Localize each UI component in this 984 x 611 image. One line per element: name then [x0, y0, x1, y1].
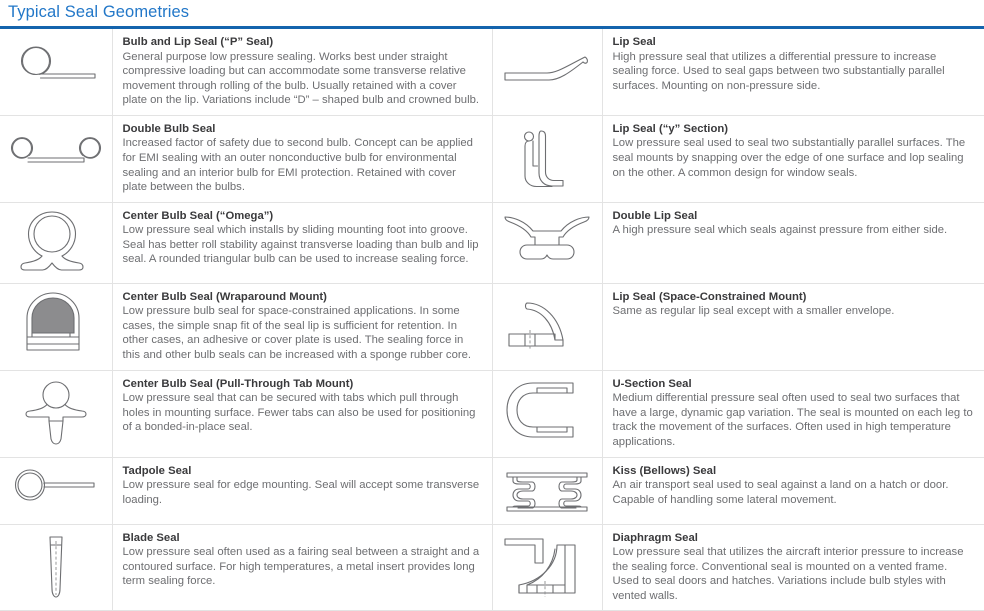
seal-description: Increased factor of safety due to second bulb. Concept can be applied for EMI sealing with an outer nonconductive bulb for environmental sealing and an interior bulb for EMI protection. Retained with cover plate between the bulbs.	[122, 137, 473, 194]
seal-description: Low pressure seal that utilizes the aircraft interior pressure to increase the sealing force. Conventional seal is mounted on a vented frame. Used to seal doors and hatches. Variations include bulb styles with vented walls.	[612, 546, 964, 602]
description-cell	[602, 202, 984, 283]
page-header	[0, 0, 984, 25]
figure-cell	[492, 524, 602, 611]
figure-cell	[492, 29, 602, 115]
seal-description: Low pressure seal for edge mounting. Seal will accept some transverse loading.	[122, 479, 480, 506]
seal-description: A high pressure seal which seals against pressure from either side.	[612, 224, 948, 237]
kiss-bellows-seal-diagram	[497, 464, 597, 520]
figure-cell	[0, 283, 112, 370]
seal-name: Blade Seal	[122, 531, 180, 544]
seal-geometries-table	[0, 29, 984, 611]
description-cell	[112, 115, 492, 202]
seal-description: Same as regular lip seal except with a smaller envelope.	[612, 305, 895, 318]
seal-name: Diaphragm Seal	[612, 531, 698, 544]
blade-seal-diagram	[6, 531, 106, 603]
seal-name: Double Lip Seal	[612, 209, 698, 222]
seal-description: Low pressure seal that can be secured with tabs which pull through holes in mounting surface. Fewer tabs can also be used for positioning of a bonded-in-place seal.	[122, 392, 476, 434]
page-title: Typical Seal Geometries	[8, 3, 190, 21]
figure-cell	[0, 115, 112, 202]
lip-seal-diagram	[497, 35, 597, 97]
tadpole-seal-diagram	[6, 464, 106, 510]
figure-cell	[0, 202, 112, 283]
lip-seal-y-section-diagram	[497, 122, 597, 194]
figure-cell	[0, 29, 112, 115]
description-cell	[602, 29, 984, 115]
table-row	[0, 202, 984, 283]
figure-cell	[492, 370, 602, 457]
seal-name: Lip Seal (“y” Section)	[612, 122, 729, 135]
diaphragm-seal-diagram	[497, 531, 597, 603]
figure-cell	[0, 457, 112, 524]
figure-cell	[0, 370, 112, 457]
table-row	[0, 115, 984, 202]
description-cell	[602, 115, 984, 202]
seal-description: Low pressure bulb seal for space-constrained applications. In some cases, the simple snap fit of the seal lip is sufficient for retention. In other cases, an adhesive or cover plate is used. The sealing force in this and other bulb seals can be increased with a sponge rubber core.	[122, 305, 472, 362]
seal-description: General purpose low pressure sealing. Works best under straight compressive loading but can accommodate some transverse relative movement through rolling of the bulb. Usually retained with a cover plate on the lip. Variations include “D” – shaped bulb and crowned bulb.	[122, 50, 479, 107]
seal-description: High pressure seal that utilizes a differential pressure to increase sealing force. Used to seal gaps between two substantially parallel surfaces. Mounting on non-pressure side.	[612, 50, 945, 92]
seal-name: Kiss (Bellows) Seal	[612, 464, 717, 477]
double-lip-seal-diagram	[497, 209, 597, 269]
figure-cell	[0, 524, 112, 611]
description-cell	[112, 29, 492, 115]
seal-name: Bulb and Lip Seal (“P” Seal)	[122, 36, 274, 48]
seal-description: Low pressure seal which installs by sliding mounting foot into groove. Seal has better roll stability against transverse loading than bulb and lip seal. A rounded triangular bulb can be used to increase sealing force.	[122, 224, 479, 266]
figure-cell	[492, 115, 602, 202]
table-row	[0, 524, 984, 611]
description-cell	[112, 457, 492, 524]
table-row	[0, 283, 984, 370]
seal-name: Center Bulb Seal (“Omega”)	[122, 209, 274, 222]
description-cell	[602, 370, 984, 457]
seal-name: Lip Seal (Space-Constrained Mount)	[612, 290, 807, 303]
seal-name: Center Bulb Seal (Pull-Through Tab Mount)	[122, 377, 354, 390]
table-row	[0, 29, 984, 115]
lip-seal-space-constrained-diagram	[497, 290, 597, 358]
figure-cell	[492, 457, 602, 524]
description-cell	[602, 524, 984, 611]
description-cell	[602, 457, 984, 524]
seal-description: Low pressure seal used to seal two substantially parallel surfaces. The seal mounts by snapping over the edge of one surface and lop sealing on the other. A common design for window seals.	[612, 137, 966, 179]
description-cell	[602, 283, 984, 370]
seal-description: Medium differential pressure seal often used to seal two surfaces that have a large, dynamic gap variation. The seal is mounted on each leg to track the movement of the surfaces. Often used in high temperature applications.	[612, 392, 973, 448]
seal-description: An air transport seal used to seal against a land on a hatch or door. Capable of handling some lateral movement.	[612, 479, 949, 506]
table-row	[0, 370, 984, 457]
center-bulb-wraparound-seal-diagram	[6, 290, 106, 362]
figure-cell	[492, 202, 602, 283]
seal-description: Low pressure seal often used as a fairing seal between a straight and a contoured surface. For high temperatures, a metal insert provides long term sealing force.	[122, 546, 480, 588]
bulb-and-lip-seal-diagram	[6, 35, 106, 97]
description-cell	[112, 370, 492, 457]
seal-name: U-Section Seal	[612, 377, 692, 390]
figure-cell	[492, 283, 602, 370]
description-cell	[112, 283, 492, 370]
description-cell	[112, 202, 492, 283]
seal-name: Double Bulb Seal	[122, 122, 216, 135]
u-section-seal-diagram	[497, 377, 597, 443]
seal-name: Lip Seal	[612, 36, 656, 48]
seal-name: Center Bulb Seal (Wraparound Mount)	[122, 290, 327, 303]
description-cell	[112, 524, 492, 611]
center-bulb-omega-seal-diagram	[6, 209, 106, 279]
double-bulb-seal-diagram	[6, 122, 106, 178]
table-row	[0, 457, 984, 524]
seal-name: Tadpole Seal	[122, 464, 192, 477]
center-bulb-pull-through-tab-seal-diagram	[6, 377, 106, 449]
